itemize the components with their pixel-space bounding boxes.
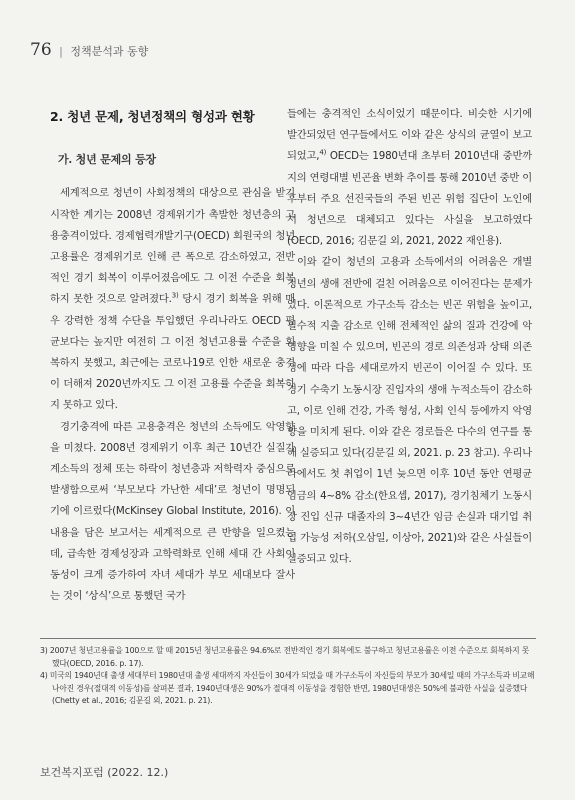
running-header [30,40,148,60]
paragraph: 세계적으로 청년이 사회정책의 대상으로 관심을 받기 시작한 계기는 2008년 경제위기가 촉발한 청년층의 고용충격이었다. 경제협력개발기구(OECD) 회원국의 청년고용률은 경제위기로 인해 큰 폭으로 감소하였고, 전반적인 경기 회복이 이루어졌음에도 그 이전 수준을 회복하지 못한 것으로 알려졌다.$^{3)}$ 당시 경기 회복을 위해 매우 강력한 정책 수단을 투입했던 우리나라도 OECD 평균보다는 높지만 여전히 그 이전 청년고용률 수준을 회복하지 못했고, 최근에는 코로나19로 인한 새로운 충격이 더해져 2020년까지도 그 이전 고용률 수준을 회복하지 못하고 있다. [50,187,295,412]
footnote-ref: 4) [319,148,327,157]
journal-footer: 보건복지포럼 (2022. 12.) [40,766,169,779]
subsection-heading: 가. 청년 문제의 등장 [58,153,156,167]
header-separator: | [59,45,63,58]
left-column [50,104,295,607]
footnote: 4) 미국의 1940년대 출생 세대부터 1980년대 출생 세대까지 자신들이 30세가 되었을 때 가구소득이 자신들의 부모가 30세일 때의 가구소득과 비교해 나아진 경우(절대적 이동성)를 살펴본 결과, 1940년대생은 90%가 절대적 이동성을 경험한 반면, 1980년대생은 50%에 불과한 사실을 실증했다(Chetty et al., 2016; 김문길 외, 2021. p. 21). [40,671,535,705]
paragraph: 들에는 충격적인 소식이었기 때문이다. 비슷한 시기에 발간되었던 연구들에서도 이와 같은 상식의 균열이 보고되었고,$^{4)}$ OECD는 1980년대 초부터 2010년대 중반까지의 연령대별 빈곤율 변화 추이를 통해 2010년 중반 이후부터 주요 선진국들의 주된 빈곤 위험 집단이 노인에서 청년으로 대체되고 있다는 사실을 보고하였다(OECD, 2016; 김문길 외, 2021, 2022 재인용). [287,108,532,248]
page-number: 76 [30,40,52,60]
right-column [287,104,532,570]
paragraph: 경기충격에 따른 고용충격은 청년의 소득에도 악영향을 미쳤다. 2008년 경제위기 이후 최근 10년간 실질가계소득의 정체 또는 하락이 청년층과 저학력자 중심으로 발생함으로써 ‘부모보다 가난한 세대’로 청년이 명명되기에 이르렀다(McKinsey Global Institute, 2016). 이 내용을 담은 보고서는 세계적으로 큰 반향을 일으켰는데, 급속한 경제성장과 고학력화로 인해 세대 간 사회이동성이 크게 증가하여 자녀 세대가 부모 세대보다 잘사는 것이 ‘상식’으로 통했던 국가 [50,420,295,603]
paragraph: 이와 같이 청년의 고용과 소득에서의 어려움은 개별 청년의 생애 전반에 걸친 어려움으로 이어진다는 문제가 있다. 이론적으로 가구소득 감소는 빈곤 위험을 높이고, 필수적 지출 감소로 인해 전체적인 삶의 질과 건강에 악영향을 미칠 수 있으며, 빈곤의 경로 의존성과 상태 의존성에 따라 다음 세대로까지 빈곤이 이어질 수 있다. 또 경기 수축기 노동시장 진입자의 생애 누적소득이 감소하고, 이로 인해 건강, 가족 형성, 사회 인식 등에까지 악영향을 미치게 된다. 이와 같은 경로들은 다수의 연구를 통해 실증되고 있다(김문길 외, 2021. p. 23 참고). 우리나라에서도 첫 취업이 1년 늦으면 이후 10년 동안 연평균 임금의 4~8% 감소(한요셉, 2017), 경기침체기 노동시장 진입 신규 대졸자의 3~4년간 임금 손실과 대기업 취업 가능성 저하(오삼일, 이상아, 2021)와 같은 사실들이 실증되고 있다. [287,256,532,566]
footnotes [40,645,536,708]
footnote: 3) 2007년 청년고용률을 100으로 할 때 2015년 청년고용률은 94.6%로 전반적인 경기 회복에도 불구하고 청년고용률은 이전 수준으로 회복하지 못했다(OECD, 2016. p. 17). [40,646,530,668]
section-heading: 2. 청년 문제, 청년정책의 형성과 현황 [50,109,255,124]
footnote-divider [40,638,536,639]
section-title: 정책분석과 동향 [70,45,149,58]
footnote-ref: 3) [171,292,179,300]
